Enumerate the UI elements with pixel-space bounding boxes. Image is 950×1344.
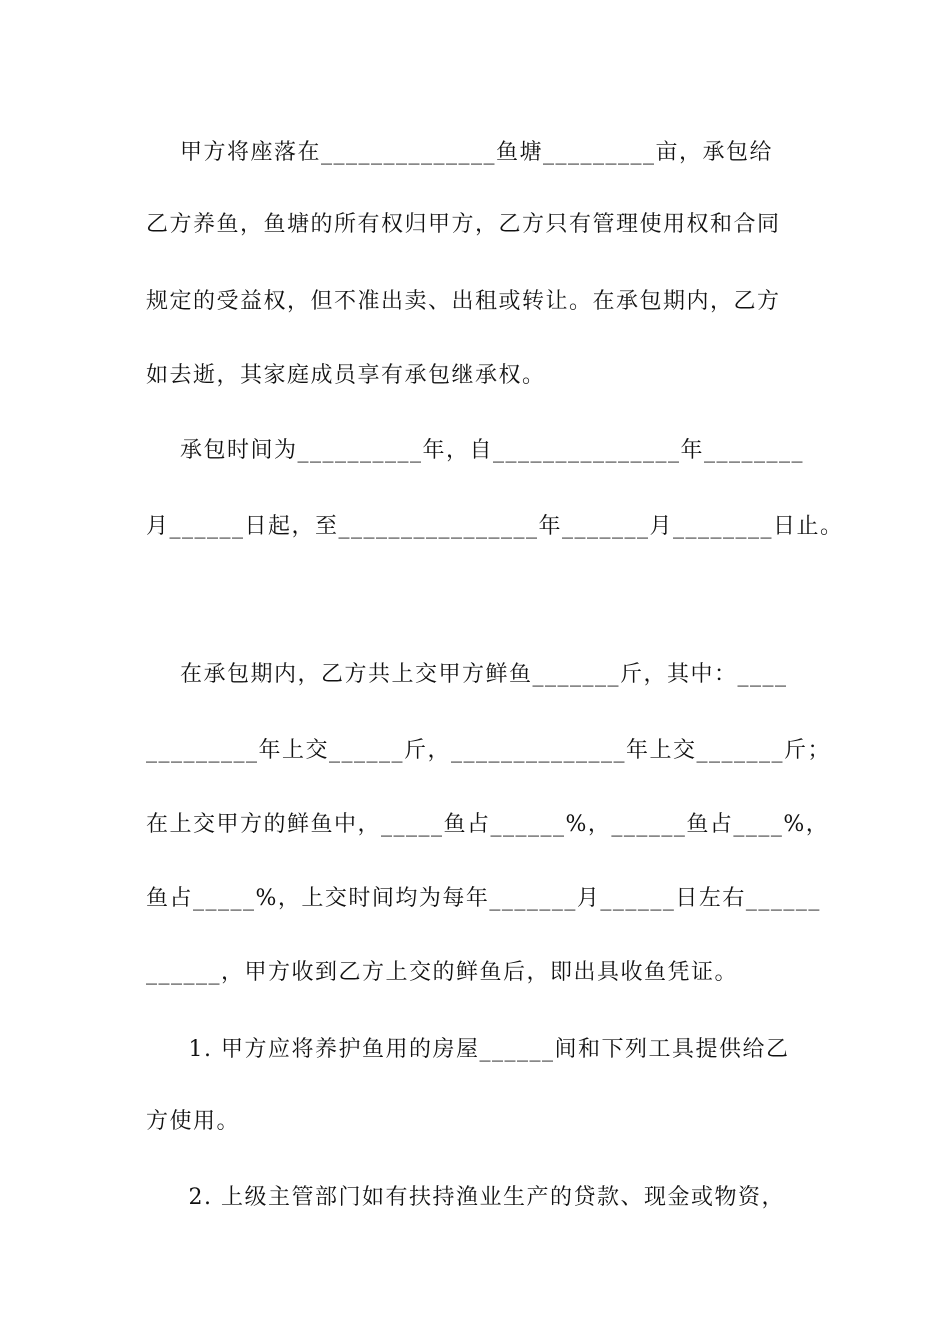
text-line: 鱼占_____%，上交时间均为每年_______月______日左右______: [146, 886, 821, 911]
text-line: 2. 上级主管部门如有扶持渔业生产的贷款、现金或物资，: [146, 1185, 785, 1210]
text-line: 月______日起，至________________年_______月________日止。: [146, 514, 844, 539]
text-line: _________年上交______斤，______________年上交_______斤；: [146, 738, 832, 763]
text-line: 承包时间为__________年，自_______________年________: [146, 438, 804, 463]
text-line: ______，甲方收到乙方上交的鲜鱼后，即出具收鱼凭证。: [146, 960, 739, 985]
text-line: 规定的受益权，但不准出卖、出租或转让。在承包期内，乙方: [146, 289, 781, 314]
text-line: 1. 甲方应将养护鱼用的房屋______间和下列工具提供给乙: [146, 1037, 790, 1062]
text-line: 在承包期内，乙方共上交甲方鲜鱼_______斤，其中：____: [146, 662, 788, 687]
text-line: 在上交甲方的鲜鱼中，_____鱼占______%，______鱼占____%，: [146, 812, 830, 837]
text-line: 方使用。: [146, 1109, 241, 1134]
text-line: 乙方养鱼，鱼塘的所有权归甲方，乙方只有管理使用权和合同: [146, 212, 781, 237]
text-line: 如去逝，其家庭成员享有承包继承权。: [146, 363, 546, 388]
text-line: 甲方将座落在______________鱼塘_________亩，承包给: [146, 140, 773, 165]
